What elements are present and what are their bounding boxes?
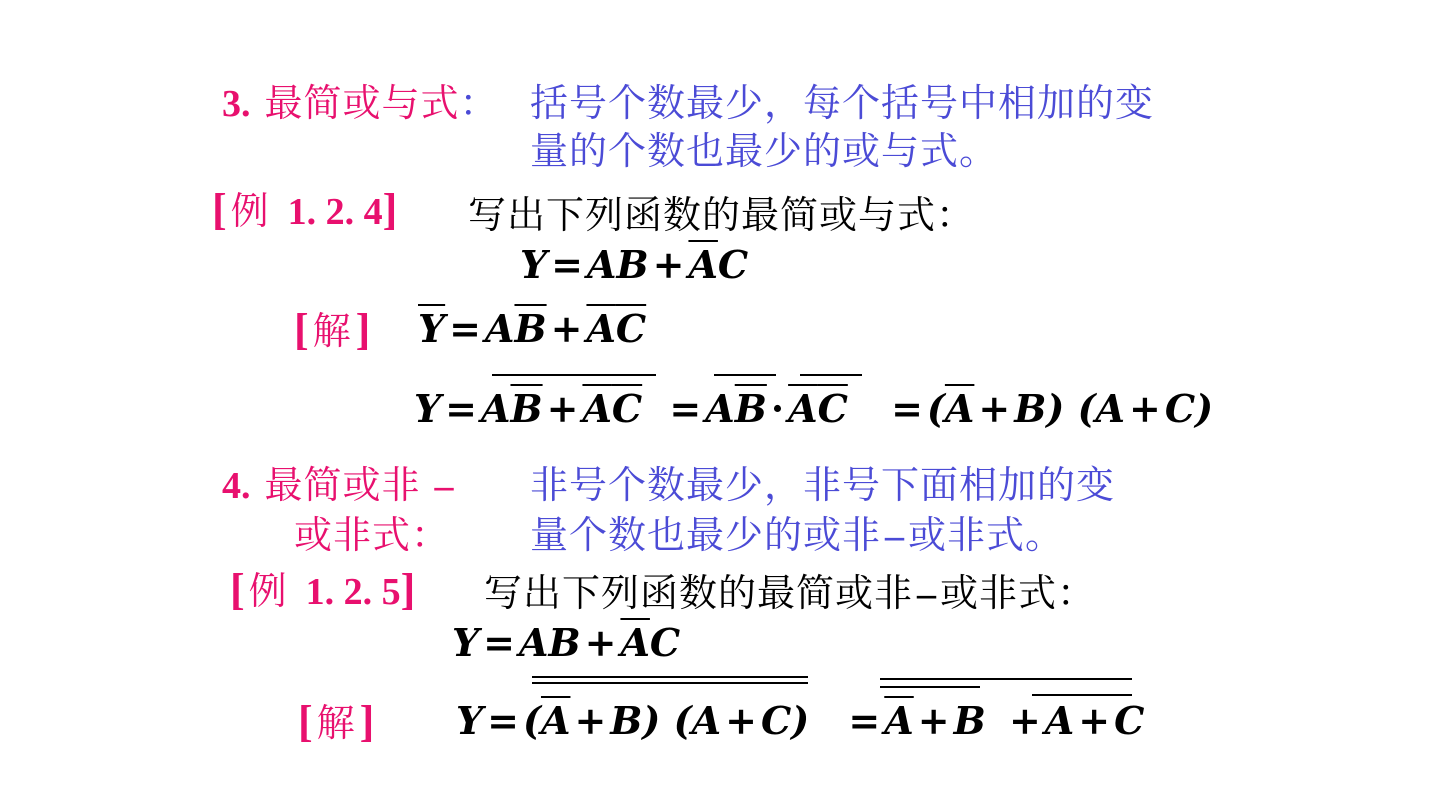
example-2-formula: Y = AB + $\overline{A}C$ xyxy=(452,620,681,665)
example-1-instruction: 写出下列函数的最简或与式： xyxy=(468,193,976,237)
example-2-heading: [ 例 1. 2. 5] xyxy=(230,565,416,614)
section-4-heading-line-2: 或非式： xyxy=(294,513,451,557)
solution-1-formula-line-2: $Y = A\overline{B} + \overline{A}\overline{C} = A\overline{B} \cdot \overline{A}\overline{C} = (\overline{A} + B) (A + C)$ xyxy=(414,386,1214,431)
section-4-description-line-2: 量个数也最少的或非 – 或非式。 xyxy=(530,513,1065,557)
section-3-heading xyxy=(222,72,499,127)
solution-2-formula: $Y = (\overline{A} + B) (A + C) = \overline{A} + B + A + C$ xyxy=(456,698,1145,743)
overbar xyxy=(492,374,656,376)
overbar xyxy=(800,374,862,376)
section-3-title: 最简或与式 xyxy=(264,81,460,125)
section-3-number: 3. xyxy=(222,83,251,125)
formula-equals: = xyxy=(551,242,583,287)
example-2-instruction: 写出下列函数的最简或非 – 或非式： xyxy=(484,571,1097,615)
formula-var: Y xyxy=(520,242,548,287)
section-3-colon: ： xyxy=(459,81,499,125)
overbar xyxy=(880,686,980,688)
overbar xyxy=(532,676,808,678)
formula-var: C xyxy=(717,242,749,287)
example-1-heading xyxy=(212,180,397,235)
example-1-formula xyxy=(520,242,748,287)
formula-var-negated: $\overline{A}$ xyxy=(688,242,718,287)
overbar xyxy=(880,678,1132,680)
overbar xyxy=(1032,694,1132,696)
section-3-description-line-1: 括号个数最少，每个括号中相加的变 xyxy=(530,81,1155,125)
section-3-description-line-2: 量的个数也最少的或与式。 xyxy=(530,129,999,173)
example-1-number: 1. 2. 4 xyxy=(287,191,383,233)
formula-var: AB xyxy=(586,242,649,287)
formula-plus: + xyxy=(652,242,685,287)
overbar xyxy=(714,374,776,376)
example-1-label: 例 xyxy=(230,189,270,233)
solution-1-formula-line-1: $\overline{Y} = A\overline{B} + \overline{A}\overline{C}$ xyxy=(418,306,647,351)
overbar xyxy=(532,682,808,684)
section-4-description-line-1: 非号个数最少，非号下面相加的变 xyxy=(530,463,1116,507)
example-1-open-bracket: [ xyxy=(212,185,227,234)
section-4-heading-line-1: 4. 最简或非 – xyxy=(222,463,454,507)
solution-1-label: [ 解 ] xyxy=(294,305,371,354)
example-1-close-bracket: ] xyxy=(382,185,398,234)
solution-2-label: [ 解 ] xyxy=(298,697,375,746)
